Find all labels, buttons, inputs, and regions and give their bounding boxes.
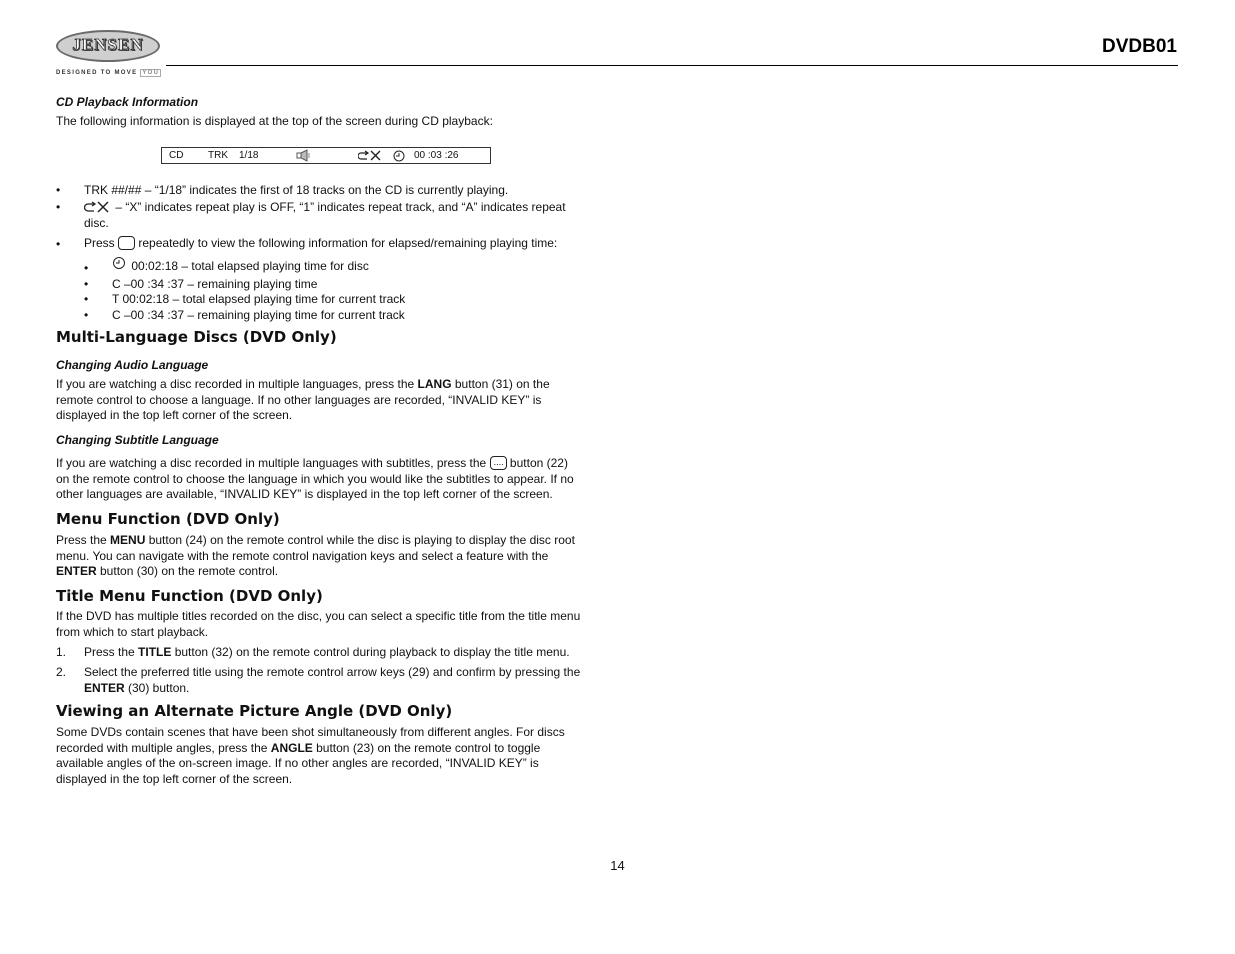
step-2 bbox=[84, 665, 604, 696]
audio-language-body bbox=[56, 377, 596, 424]
audio-language-title: Changing Audio Language bbox=[56, 358, 209, 372]
text: button (32) on the remote control during playback to display the title menu. bbox=[171, 645, 570, 659]
text: displayed in the top left corner of the screen. bbox=[56, 771, 293, 786]
strip-time: 00 :03 :26 bbox=[414, 150, 459, 161]
strip-trk: TRK bbox=[208, 150, 228, 161]
menu-function-body bbox=[56, 533, 601, 580]
sub-bullet-dot: • bbox=[84, 292, 89, 306]
heading-picture-angle: Viewing an Alternate Picture Angle (DVD Only) bbox=[56, 702, 453, 720]
clock-icon bbox=[393, 150, 406, 163]
text: Some DVDs contain scenes that have been shot simultaneously from different angles. For discs bbox=[56, 725, 565, 739]
heading-multi-language: Multi-Language Discs (DVD Only) bbox=[56, 328, 337, 346]
cd-display-strip bbox=[161, 147, 491, 164]
menu-keyword: MENU bbox=[110, 533, 146, 547]
text: Press the bbox=[84, 645, 139, 659]
logo-text: JENSEN bbox=[72, 35, 144, 54]
bullet-track: TRK ##/## – “1/18” indicates the first of 18 tracks on the CD is currently playing. bbox=[84, 183, 509, 197]
heading-title-menu: Title Menu Function (DVD Only) bbox=[56, 587, 323, 605]
sub-bullet-text: 00:02:18 – total elapsed playing time for disc bbox=[131, 259, 369, 273]
strip-cd: CD bbox=[169, 150, 184, 161]
page-number: 14 bbox=[610, 858, 625, 873]
sub-bullet-dot: • bbox=[84, 277, 89, 291]
tagline-you: YOU bbox=[142, 70, 160, 76]
text: menu. You can navigate with the remote control navigation keys and select a feature with the bbox=[56, 548, 549, 563]
bullet-press-b: repeatedly to view the following information for elapsed/remaining playing time: bbox=[138, 236, 558, 250]
sub-bullet-track-remaining: C –00 :34 :37 – remaining playing time for current track bbox=[112, 308, 405, 322]
text: button (22) bbox=[509, 456, 568, 470]
text: recorded with multiple angles, press the bbox=[56, 740, 271, 755]
title-keyword: TITLE bbox=[138, 645, 172, 659]
step-2-number: 2. bbox=[56, 665, 67, 679]
strip-trk-value: 1/18 bbox=[239, 150, 259, 161]
angle-keyword: ANGLE bbox=[270, 740, 313, 755]
enter-keyword: ENTER bbox=[84, 680, 125, 695]
bullet-press-a: Press bbox=[84, 236, 115, 250]
speaker-icon bbox=[296, 149, 314, 162]
step-1 bbox=[84, 645, 604, 661]
sub-bullet-track-elapsed: T 00:02:18 – total elapsed playing time for current track bbox=[112, 292, 406, 306]
text: button (23) on the remote control to toggle bbox=[312, 740, 541, 755]
heading-menu-function: Menu Function (DVD Only) bbox=[56, 510, 280, 528]
text: (30) button. bbox=[124, 680, 190, 695]
enter-keyword: ENTER bbox=[56, 564, 97, 579]
clock-icon bbox=[112, 257, 128, 271]
jensen-logo bbox=[54, 28, 164, 80]
tagline-text: DESIGNED TO MOVE bbox=[56, 70, 138, 76]
text: remote control to choose a language. If no other languages are recorded, “INVALID KEY” is bbox=[56, 392, 542, 407]
text: button (31) on the bbox=[451, 377, 550, 391]
bullet-press bbox=[84, 236, 596, 252]
text: Select the preferred title using the remote control arrow keys (29) and confirm by pressing the bbox=[84, 665, 581, 679]
bullet-dot: • bbox=[56, 183, 61, 197]
bullet-repeat bbox=[84, 200, 596, 216]
cd-info-title: CD Playback Information bbox=[56, 95, 199, 109]
title-menu-intro bbox=[56, 609, 601, 640]
text: from which to start playback. bbox=[56, 624, 209, 639]
text: Press the bbox=[56, 533, 111, 547]
text: other languages are available, “INVALID KEY” is displayed in the top left corner of the screen. bbox=[56, 487, 553, 502]
sub-bullet-dot: • bbox=[84, 308, 89, 322]
text: button (30) on the remote control. bbox=[96, 564, 279, 579]
text: If you are watching a disc recorded in multiple languages, press the bbox=[56, 377, 418, 391]
cd-info-intro: The following information is displayed at the top of the screen during CD playback: bbox=[56, 114, 493, 128]
text: available angles of the on-screen image. If no other angles are recorded, “INVALID KEY” is bbox=[56, 756, 539, 771]
sub-bullet-dot: • bbox=[84, 261, 89, 275]
text: If the DVD has multiple titles recorded on the disc, you can select a specific title from the title menu bbox=[56, 609, 581, 623]
lang-keyword: LANG bbox=[417, 377, 452, 391]
tagline bbox=[56, 70, 161, 76]
sub-bullet-remaining: C –00 :34 :37 – remaining playing time bbox=[112, 277, 318, 291]
header-rule bbox=[166, 65, 1178, 66]
bullet-dot: • bbox=[56, 237, 61, 251]
bullet-repeat-cont: disc. bbox=[84, 216, 109, 230]
bullet-repeat-text: – “X” indicates repeat play is OFF, “1” indicates repeat track, and “A” indicates repeat bbox=[115, 200, 566, 214]
angle-body bbox=[56, 725, 601, 787]
text: button (24) on the remote control while the disc is playing to display the disc root bbox=[145, 533, 575, 547]
subtitle-language-title: Changing Subtitle Language bbox=[56, 433, 219, 447]
model-number: DVDB01 bbox=[1102, 36, 1177, 57]
step-1-number: 1. bbox=[56, 645, 67, 659]
bullet-dot: • bbox=[56, 200, 61, 214]
text: on the remote control to choose the language in which you would like the subtitles to appear. If no bbox=[56, 471, 574, 486]
text: displayed in the top left corner of the screen. bbox=[56, 408, 293, 423]
repeat-off-icon bbox=[84, 200, 112, 214]
repeat-off-icon bbox=[358, 149, 384, 162]
sub-bullet-disc-elapsed bbox=[112, 257, 369, 275]
text: If you are watching a disc recorded in multiple languages with subtitles, press the bbox=[56, 456, 487, 470]
subtitle-language-body bbox=[56, 456, 601, 503]
subtitle-button-icon bbox=[490, 456, 507, 470]
display-button-icon bbox=[118, 236, 135, 250]
